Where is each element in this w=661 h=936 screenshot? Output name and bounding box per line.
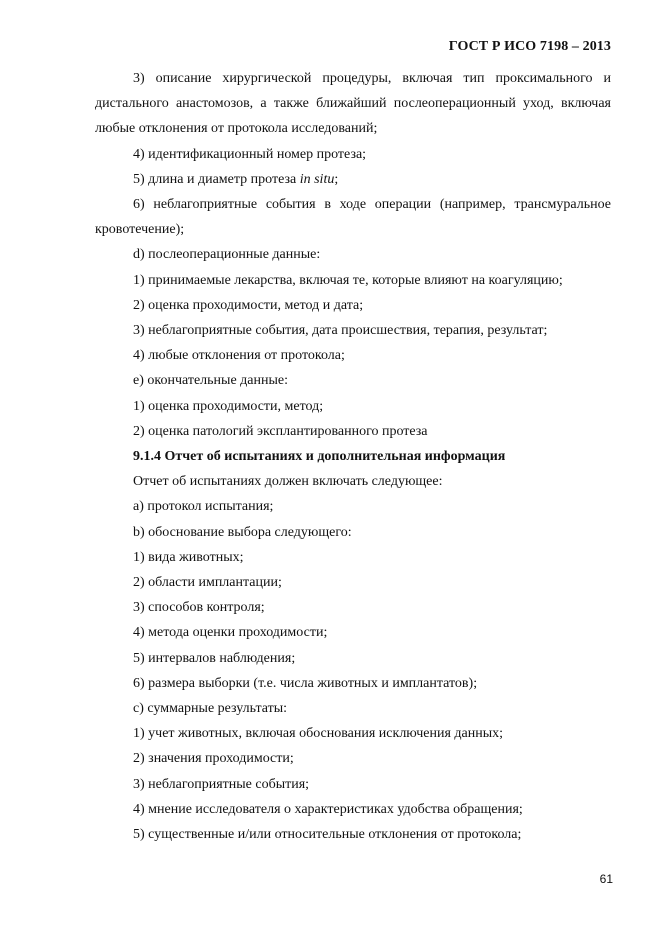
- list-item-b4: 4) метода оценки проходимости;: [133, 625, 328, 641]
- page-content: [95, 66, 611, 847]
- list-item-c4: 4) мнение исследователя о характеристиках удобства обращения;: [133, 801, 523, 817]
- section-intro: Отчет об испытаниях должен включать следующее:: [133, 474, 443, 490]
- standard-designation: ГОСТ Р ИСО 7198 – 2013: [448, 39, 611, 54]
- list-item-3-line-1: 3) описание хирургической процедуры, включая тип проксимального и: [133, 71, 611, 86]
- list-item-d1: 1) принимаемые лекарства, включая те, которые влияют на коагуляцию;: [133, 272, 563, 288]
- list-item-b6: 6) размера выборки (т.е. числа животных и имплантатов);: [133, 675, 478, 691]
- list-item-c2: 2) значения проходимости;: [133, 751, 294, 767]
- list-item-a: a) протокол испытания;: [133, 499, 274, 515]
- list-item-d2: 2) оценка проходимости, метод и дата;: [133, 297, 364, 313]
- list-item-6-continuation: кровотечение);: [95, 222, 185, 238]
- list-item-5: [95, 167, 611, 192]
- list-item-d: d) послеоперационные данные:: [133, 247, 321, 263]
- list-item-c1: 1) учет животных, включая обоснования исключения данных;: [133, 726, 504, 742]
- list-item-b5: 5) интервалов наблюдения;: [133, 650, 296, 666]
- list-item-c: c) суммарные результаты:: [133, 701, 288, 717]
- list-item-3-continuation: дистального анастомозов, а также ближайший послеоперационный уход, включая любые отклонения от протокола исследований;: [95, 96, 611, 137]
- list-item-c3: 3) неблагоприятные события;: [133, 776, 310, 792]
- page-number: 61: [599, 872, 613, 886]
- list-item-e: e) окончательные данные:: [133, 373, 288, 389]
- list-item-b: b) обоснование выбора следующего:: [133, 524, 352, 540]
- list-item-c5: 5) существенные и/или относительные отклонения от протокола;: [133, 827, 522, 843]
- list-item-5-italic: in situ: [299, 171, 335, 187]
- list-item-5-text: 5) длина и диаметр протеза: [133, 171, 300, 187]
- list-item-b1: 1) вида животных;: [133, 549, 244, 565]
- list-item-5-suffix: ;: [334, 171, 339, 187]
- list-item-e1: 1) оценка проходимости, метод;: [133, 398, 324, 414]
- list-item-6-line-1: 6) неблагоприятные события в ходе операции (например, трансмуральное: [133, 197, 611, 213]
- list-item-b3: 3) способов контроля;: [133, 600, 265, 616]
- list-item-d3: 3) неблагоприятные события, дата происшествия, терапия, результат;: [133, 323, 548, 339]
- list-item-d4: 4) любые отклонения от протокола;: [133, 348, 345, 364]
- list-item-4: 4) идентификационный номер протеза;: [133, 146, 367, 162]
- list-item-e2: 2) оценка патологий эксплантированного протеза: [133, 423, 428, 439]
- section-heading: 9.1.4 Отчет об испытаниях и дополнительная информация: [133, 449, 506, 465]
- list-item-b2: 2) области имплантации;: [133, 575, 282, 591]
